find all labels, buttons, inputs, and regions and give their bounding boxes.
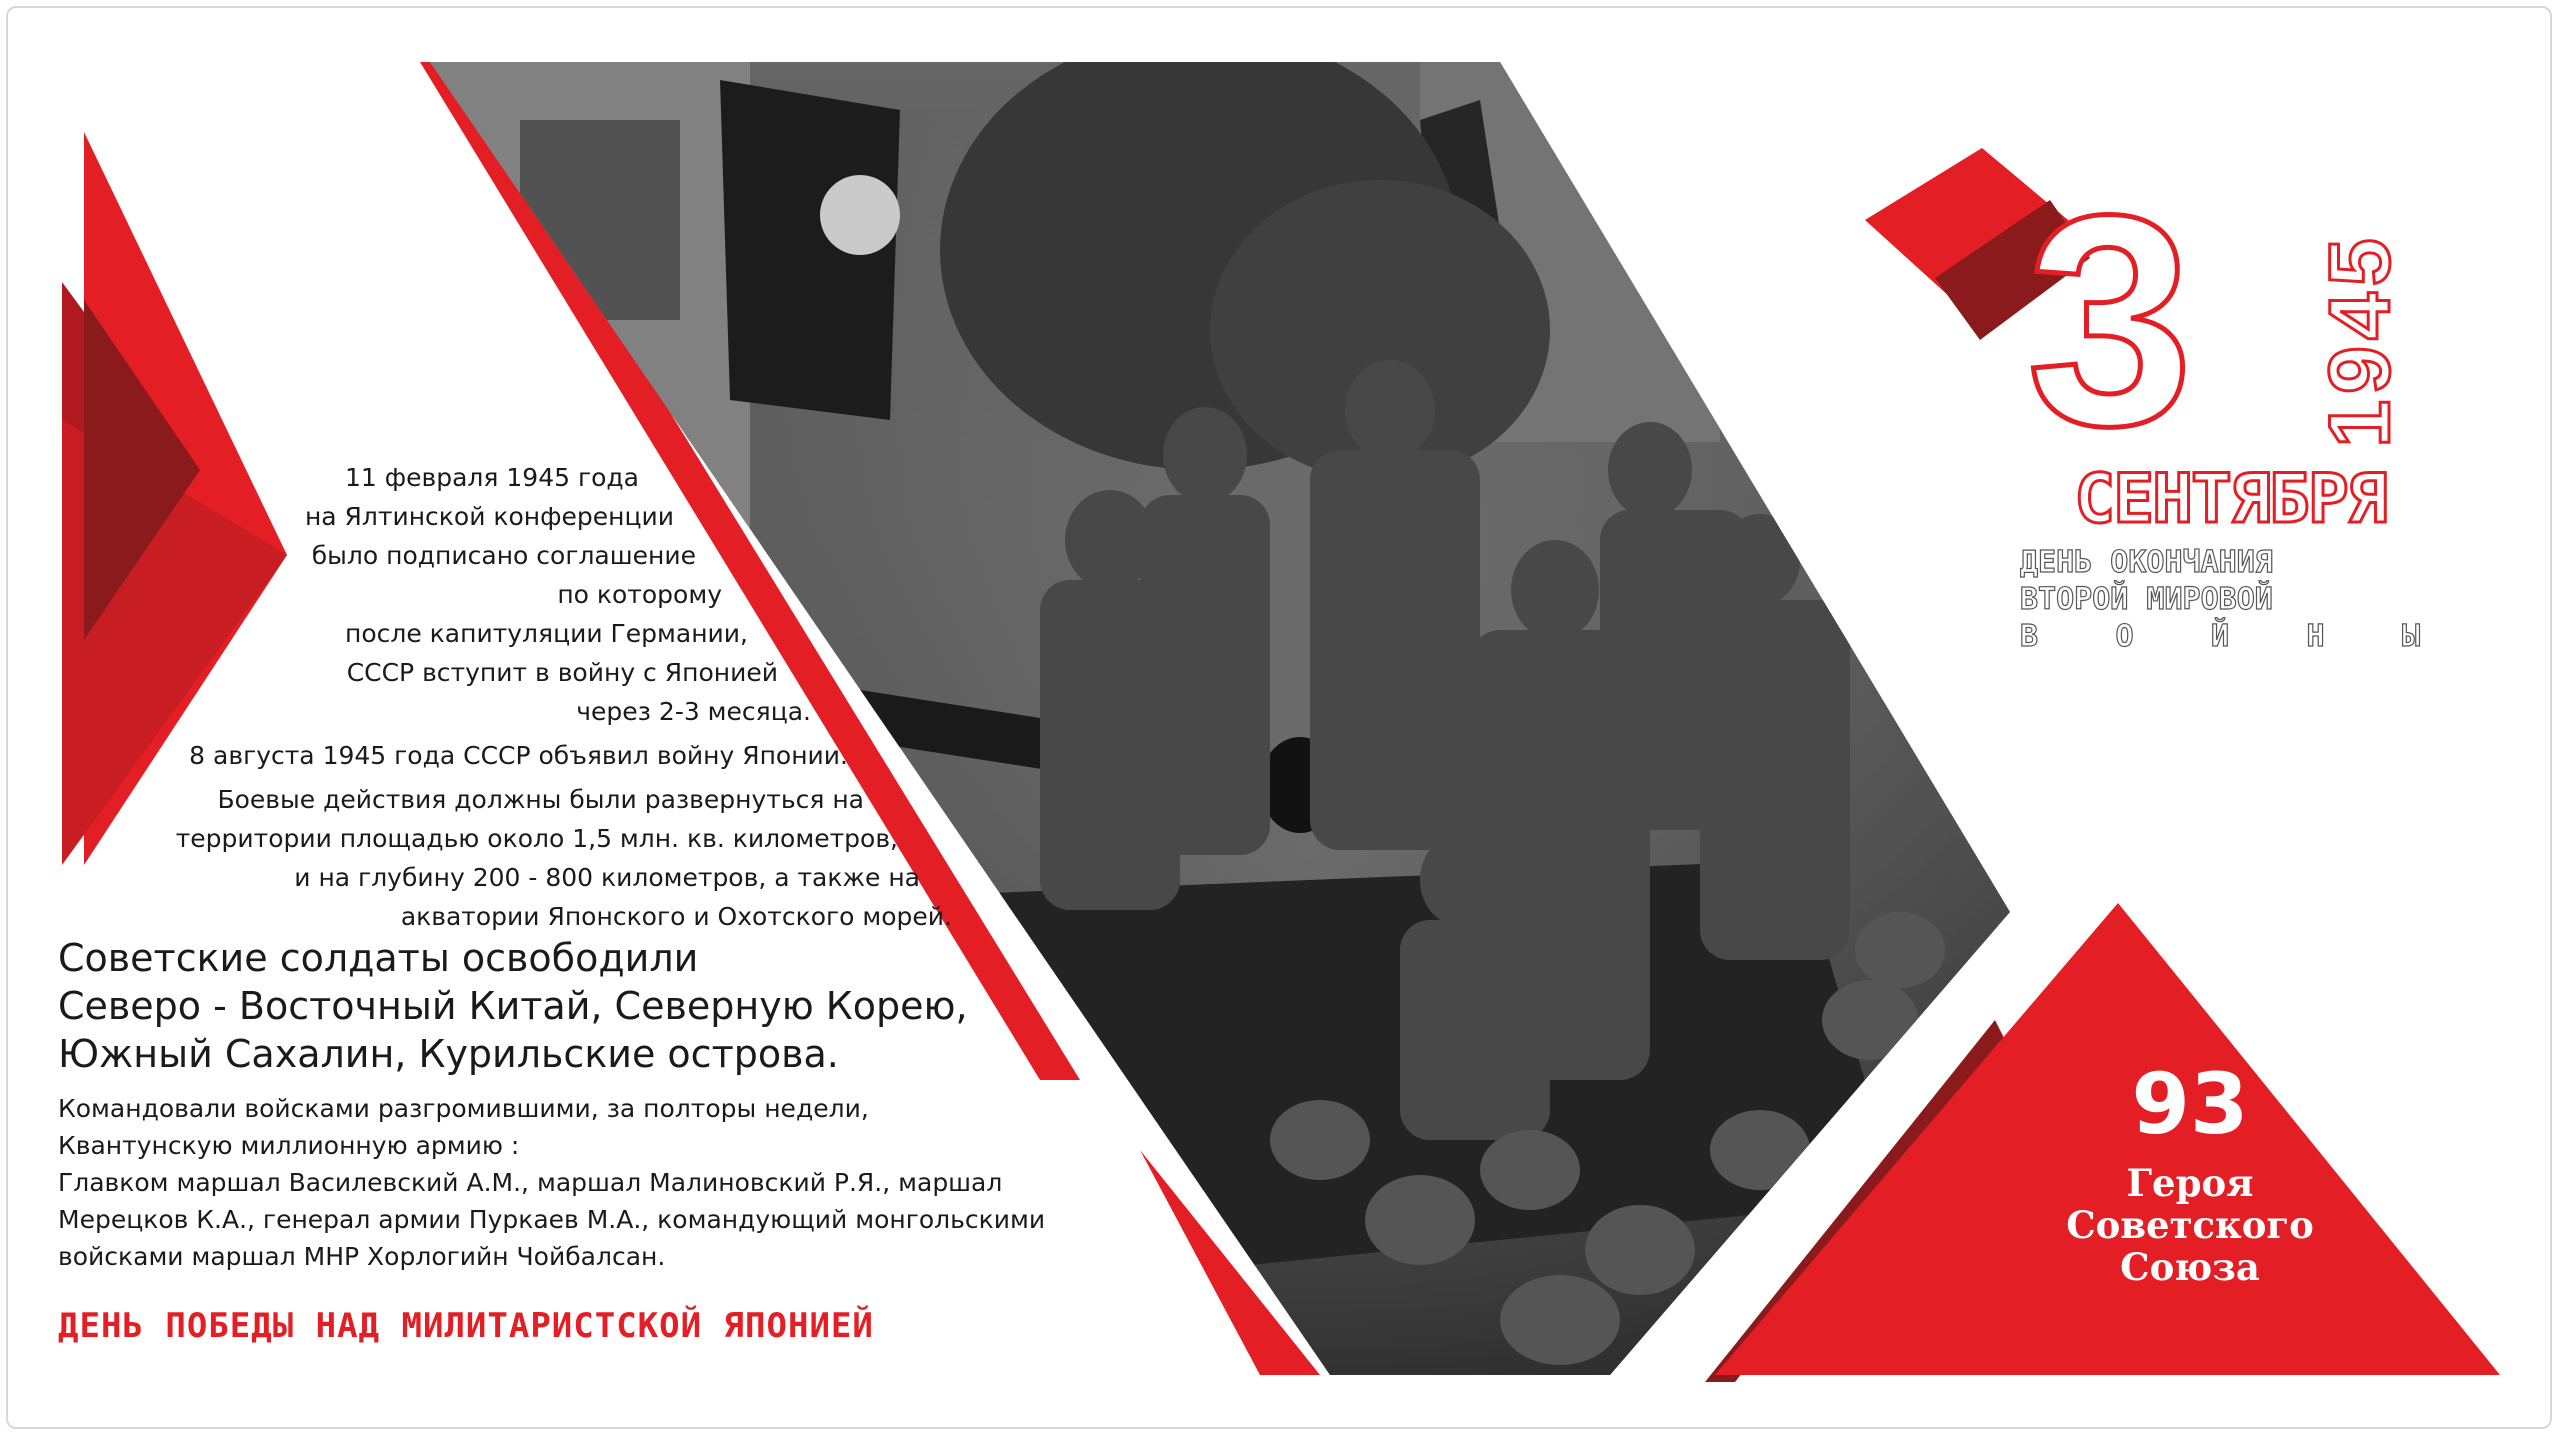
date-month: СЕНТЯБРЯ bbox=[2074, 460, 2386, 539]
date-year: 1945 bbox=[2312, 232, 2408, 448]
lead-line: Советские солдаты освободили bbox=[58, 936, 699, 980]
intro-line: 11 февраля 1945 года bbox=[344, 463, 639, 492]
commanders-line: Главком маршал Василевский А.М., маршал Малиновский Р.Я., маршал bbox=[58, 1168, 1003, 1197]
commanders-line: Мерецков К.А., генерал армии Пуркаев М.А., командующий монгольскими bbox=[58, 1205, 1046, 1234]
heroes-count: 93 bbox=[2131, 1055, 2249, 1153]
intro-line: территории площадью около 1,5 млн. кв. километров, bbox=[175, 824, 898, 853]
liberation-paragraph bbox=[58, 934, 1058, 1078]
intro-line: Боевые действия должны были развернуться на bbox=[217, 785, 864, 814]
war-letter: В bbox=[2020, 619, 2039, 654]
war-letter: Ы bbox=[2401, 619, 2420, 654]
commanders-line: войсками маршал МНР Хорлогийн Чойбалсан. bbox=[58, 1242, 666, 1271]
intro-line: на Ялтинской конференции bbox=[304, 502, 674, 531]
end-of-war-line2: ВТОРОЙ МИРОВОЙ bbox=[2020, 582, 2273, 617]
intro-line: акватории Японского и Охотского морей. bbox=[400, 902, 952, 931]
intro-line: и на глубину 200 - 800 километров, а также на bbox=[294, 863, 920, 892]
date-day: 3 bbox=[2026, 152, 2194, 488]
war-letter: Н bbox=[2306, 619, 2325, 654]
victory-title: ДЕНЬ ПОБЕДЫ НАД МИЛИТАРИСТСКОЙ ЯПОНИЕЙ bbox=[58, 1306, 874, 1346]
end-of-war-line1: ДЕНЬ ОКОНЧАНИЯ bbox=[2020, 545, 2273, 580]
intro-line: после капитуляции Германии, bbox=[344, 619, 748, 648]
war-letter: О bbox=[2115, 619, 2134, 654]
intro-line: через 2-3 месяца. bbox=[576, 697, 811, 726]
heroes-line: Советского bbox=[2066, 1203, 2314, 1247]
intro-line: по которому bbox=[557, 580, 722, 609]
commanders-line: Квантунскую миллионную армию : bbox=[58, 1131, 520, 1160]
end-of-war-line3 bbox=[2020, 619, 2420, 655]
intro-line: 8 августа 1945 года СССР объявил войну Японии. bbox=[189, 741, 848, 770]
commanders-paragraph bbox=[58, 1090, 1045, 1275]
heroes-line: Союза bbox=[2120, 1245, 2260, 1289]
commanders-line: Командовали войсками разгромившими, за полторы недели, bbox=[58, 1094, 869, 1123]
intro-line: СССР вступит в войну с Японией bbox=[346, 658, 778, 687]
war-letter: Й bbox=[2210, 619, 2230, 654]
heroes-line: Героя bbox=[2126, 1161, 2254, 1205]
heroes-caption bbox=[1990, 1162, 2390, 1288]
lead-line: Южный Сахалин, Курильские острова. bbox=[58, 1032, 839, 1076]
intro-line: было подписано соглашение bbox=[311, 541, 696, 570]
lead-line: Северо - Восточный Китай, Северную Корею, bbox=[58, 984, 968, 1028]
